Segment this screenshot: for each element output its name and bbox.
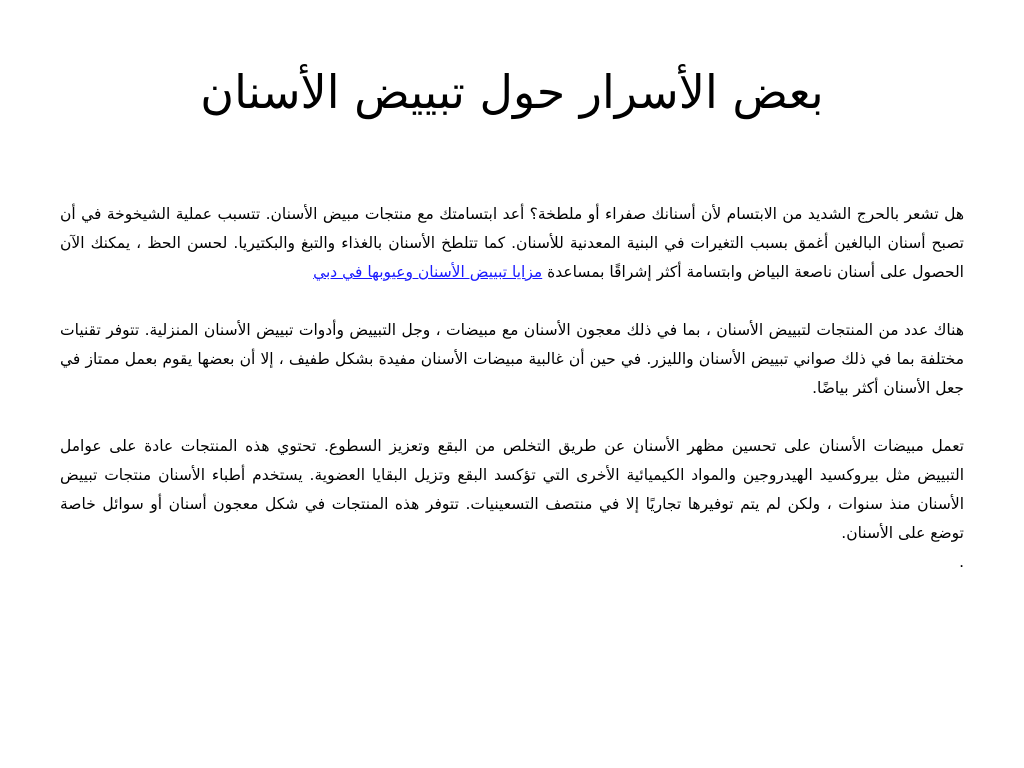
paragraph-1 [60,200,964,287]
slide-title: بعض الأسرار حول تبييض الأسنان [200,65,824,119]
dubai-whitening-link[interactable]: مزايا تبييض الأسنان وعيوبها في دبي [313,263,543,281]
paragraph-3: تعمل مبيضات الأسنان على تحسين مظهر الأسنان عن طريق التخلص من البقع وتعزيز السطوع. تحتوي هذه المنتجات عادة على عوامل التبييض مثل بيروكسيد الهيدروجين والمواد الكيميائية الأخرى التي تؤكسد البقع وتزيل البقايا العضوية. يستخدم أطباء الأسنان منتجات تبييض الأسنان منذ سنوات ، ولكن لم يتم توفيرها تجاريًا إلا في منتصف التسعينيات. تتوفر هذه المنتجات في شكل معجون أسنان أو سوائل خاصة توضع على الأسنان. [60,437,964,542]
paragraph-4: . [959,553,964,571]
slide-body [60,200,964,577]
paragraph-2: هناك عدد من المنتجات لتبييض الأسنان ، بما في ذلك معجون الأسنان مع مبيضات ، وجل التبييض وأدوات تبييض الأسنان المنزلية. تتوفر تقنيات مختلفة بما في ذلك صواني تبييض الأسنان والليزر. في حين أن غالبية مبيضات الأسنان مفيدة بشكل طفيف ، إلا أن بعضها يقوم بعمل ممتاز في جعل الأسنان أكثر بياضًا. [60,321,964,397]
paragraph-1-text: هل تشعر بالحرج الشديد من الابتسام لأن أسنانك صفراء أو ملطخة؟ أعد ابتسامتك مع منتجات مبيض الأسنان. تتسبب عملية الشيخوخة في أن تصبح أسنان البالغين أغمق بسبب التغيرات في البنية المعدنية للأسنان. كما تتلطخ الأسنان بالغذاء والتبغ والبكتيريا. لحسن الحظ ، يمكنك الآن الحصول على أسنان ناصعة البياض وابتسامة أكثر إشراقًا بمساعدة [60,205,964,281]
